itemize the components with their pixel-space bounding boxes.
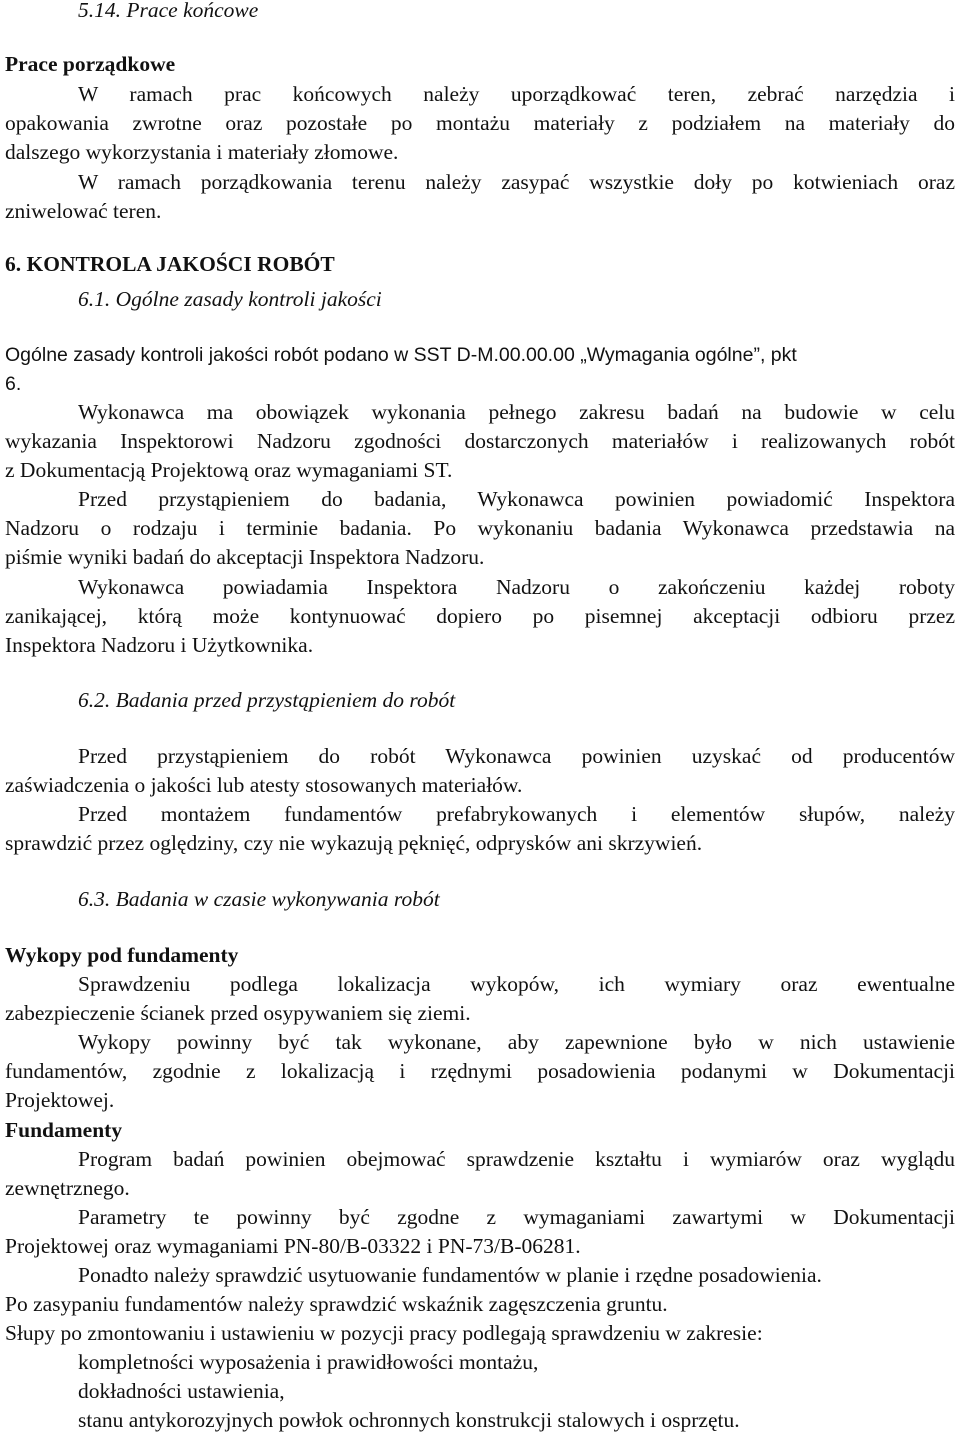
paragraph-line: zewnętrznego. xyxy=(5,1176,130,1200)
paragraph-line: Przed montażem fundamentów prefabrykowanych i elementów słupów, należy xyxy=(78,802,955,826)
section-6-3-heading: 6.3. Badania w czasie wykonywania robót xyxy=(78,887,440,911)
paragraph-line: Projektowej. xyxy=(5,1088,115,1112)
paragraph-line: Wykonawca powiadamia Inspektora Nadzoru o zakończeniu każdej roboty xyxy=(78,575,955,599)
paragraph-line: Parametry te powinny być zgodne z wymaganiami zawartymi w Dokumentacji xyxy=(78,1205,955,1229)
paragraph-line: dalszego wykorzystania i materiały złomowe. xyxy=(5,140,399,164)
section-6-heading: 6. KONTROLA JAKOŚCI ROBÓT xyxy=(5,252,335,276)
paragraph-line: zniwelować teren. xyxy=(5,199,162,223)
paragraph-line: piśmie wyniki badań do akceptacji Inspektora Nadzoru. xyxy=(5,545,485,569)
section-6-1-heading: 6.1. Ogólne zasady kontroli jakości xyxy=(78,287,382,311)
paragraph-line: z Dokumentacją Projektową oraz wymaganiami ST. xyxy=(5,458,453,482)
paragraph-line: Po zasypaniu fundamentów należy sprawdzić wskaźnik zagęszczenia gruntu. xyxy=(5,1292,668,1316)
paragraph-line: W ramach porządkowania terenu należy zasypać wszystkie doły po kotwieniach oraz xyxy=(78,170,955,194)
paragraph-line: zabezpieczenie ścianek przed osypywaniem się ziemi. xyxy=(5,1001,471,1025)
fundamenty-heading: Fundamenty xyxy=(5,1118,123,1142)
paragraph-line: fundamentów, zgodnie z lokalizacją i rzędnymi posadowienia podanymi w Dokumentacji xyxy=(5,1059,955,1083)
paragraph-line: opakowania zwrotne oraz pozostałe po montażu materiały z podziałem na materiały do xyxy=(5,111,955,135)
paragraph-line: wykazania Inspektorowi Nadzoru zgodności dostarczonych materiałów i realizowanych robót xyxy=(5,429,955,453)
paragraph-line: Projektowej oraz wymaganiami PN-80/B-03322 i PN-73/B-06281. xyxy=(5,1234,581,1258)
list-item: stanu antykorozyjnych powłok ochronnych konstrukcji stalowych i osprzętu. xyxy=(78,1408,740,1432)
paragraph-line: W ramach prac końcowych należy uporządkować teren, zebrać narzędzia i xyxy=(78,82,955,106)
paragraph-line: zaświadczenia o jakości lub atesty stosowanych materiałów. xyxy=(5,773,523,797)
paragraph-line: Przed przystąpieniem do robót Wykonawca powinien uzyskać od producentów xyxy=(78,744,955,768)
section-6-2-heading: 6.2. Badania przed przystąpieniem do robót xyxy=(78,688,456,712)
paragraph-line: Ponadto należy sprawdzić usytuowanie fundamentów w planie i rzędne posadowienia. xyxy=(78,1263,822,1287)
paragraph-line: 6. xyxy=(5,373,22,395)
prace-porzadkowe-heading: Prace porządkowe xyxy=(5,52,176,76)
paragraph-line: Sprawdzeniu podlega lokalizacja wykopów, ich wymiary oraz ewentualne xyxy=(78,972,955,996)
paragraph-line: Słupy po zmontowaniu i ustawieniu w pozycji pracy podlegają sprawdzeniu w zakresie: xyxy=(5,1321,763,1345)
paragraph-line: Ogólne zasady kontroli jakości robót podano w SST D-M.00.00.00 „Wymagania ogólne”, pkt xyxy=(5,344,797,366)
paragraph-line: Wykopy powinny być tak wykonane, aby zapewnione było w nich ustawienie xyxy=(78,1030,955,1054)
paragraph-line: zanikającej, którą może kontynuować dopiero po pisemnej akceptacji odbioru przez xyxy=(5,604,955,628)
paragraph-line: Inspektora Nadzoru i Użytkownika. xyxy=(5,633,314,657)
list-item: kompletności wyposażenia i prawidłowości montażu, xyxy=(78,1350,539,1374)
paragraph-line: Wykonawca ma obowiązek wykonania pełnego zakresu badań na budowie w celu xyxy=(78,400,955,424)
paragraph-line: Program badań powinien obejmować sprawdzenie kształtu i wymiarów oraz wyglądu xyxy=(78,1147,955,1171)
section-5-14-heading: 5.14. Prace końcowe xyxy=(78,0,259,22)
paragraph-line: Przed przystąpieniem do badania, Wykonawca powinien powiadomić Inspektora xyxy=(78,487,955,511)
list-item: dokładności ustawienia, xyxy=(78,1379,285,1403)
paragraph-line: Nadzoru o rodzaju i terminie badania. Po wykonaniu badania Wykonawca przedstawia na xyxy=(5,516,955,540)
wykopy-heading: Wykopy pod fundamenty xyxy=(5,943,239,967)
paragraph-line: sprawdzić przez oględziny, czy nie wykazują pęknięć, odprysków ani skrzywień. xyxy=(5,831,703,855)
